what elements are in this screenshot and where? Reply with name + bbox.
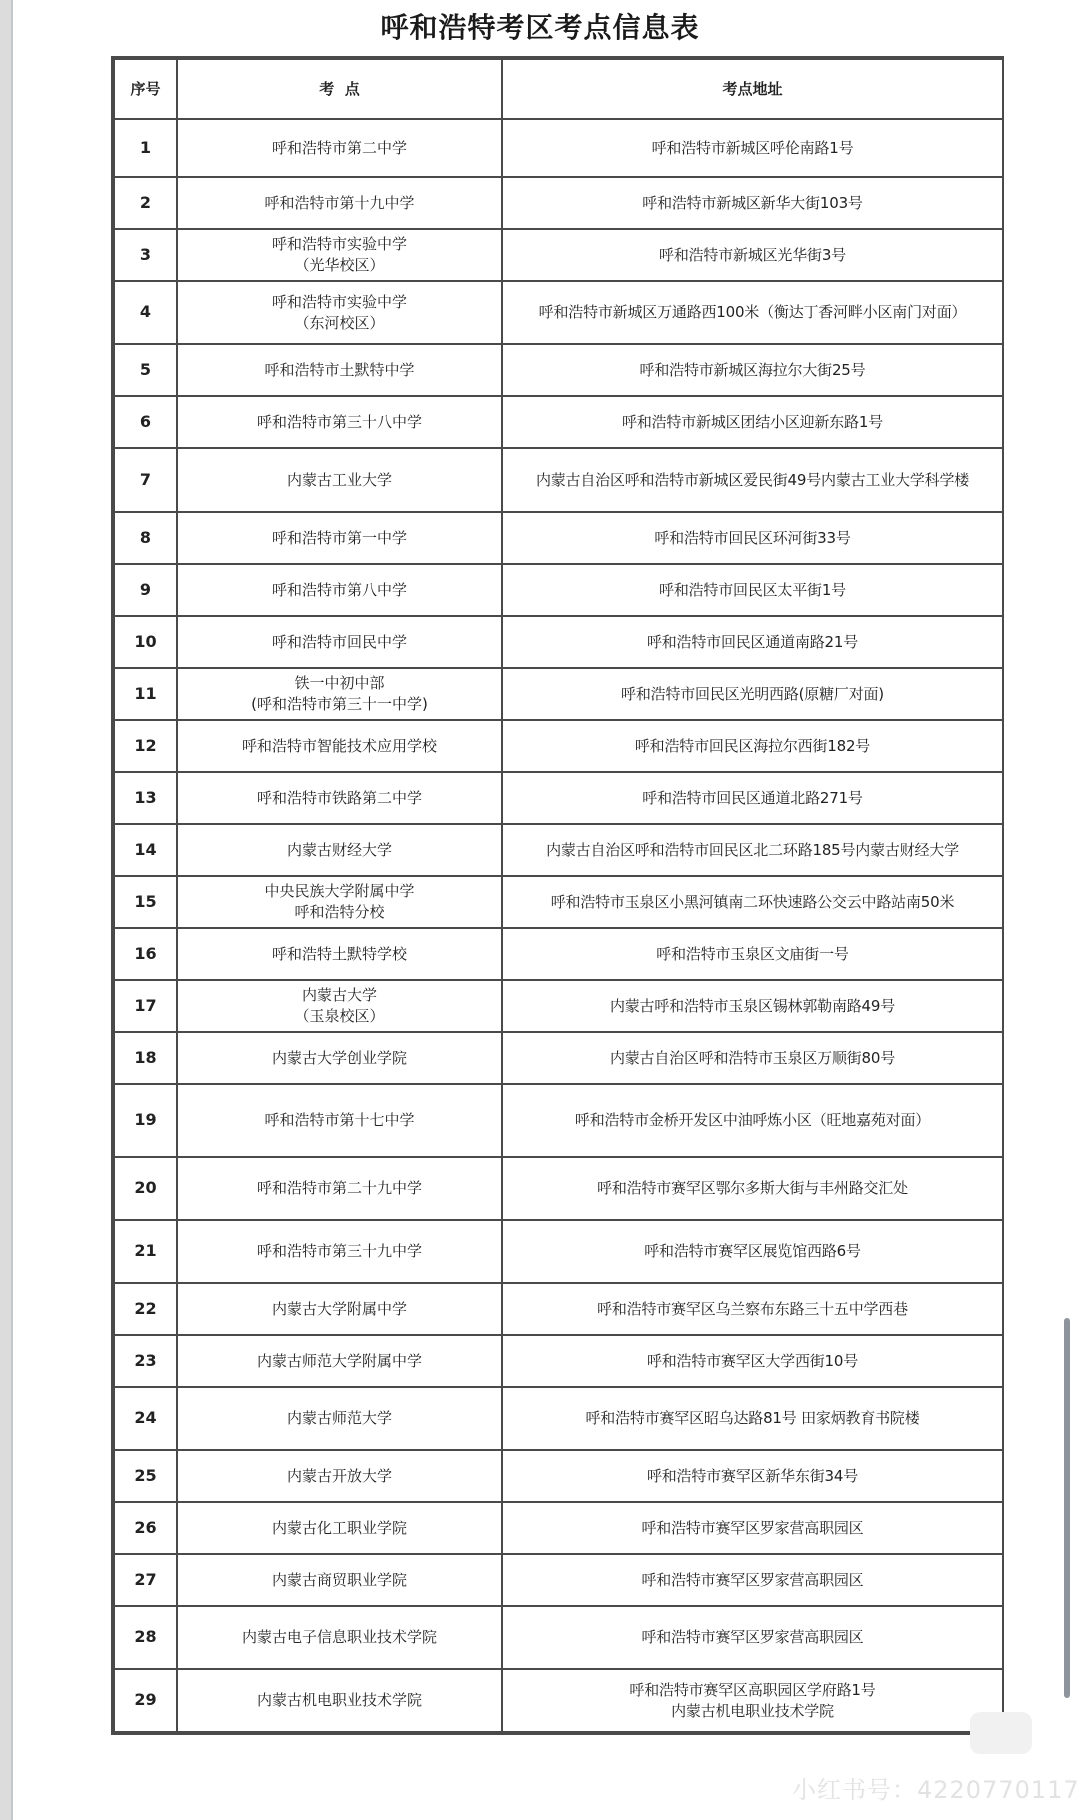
table-row bbox=[114, 177, 1003, 229]
row-number: 8 bbox=[114, 512, 177, 564]
table-row bbox=[114, 668, 1003, 720]
site-name-cell bbox=[177, 928, 502, 980]
table-row bbox=[114, 512, 1003, 564]
site-address-cell bbox=[502, 928, 1003, 980]
row-number: 18 bbox=[114, 1032, 177, 1084]
site-address-cell bbox=[502, 668, 1003, 720]
site-address: 呼和浩特市赛罕区大学西街10号 bbox=[646, 1351, 859, 1370]
site-address-cell bbox=[502, 396, 1003, 448]
row-number: 13 bbox=[114, 772, 177, 824]
site-name: 呼和浩特市第三十九中学 bbox=[256, 1242, 422, 1260]
site-name: (呼和浩特市第三十一中学) bbox=[251, 695, 428, 713]
site-name-cell bbox=[177, 720, 502, 772]
table-row bbox=[114, 1335, 1003, 1387]
row-number: 10 bbox=[114, 616, 177, 668]
site-name: 内蒙古商贸职业学院 bbox=[271, 1570, 407, 1589]
site-name-cell bbox=[177, 229, 502, 281]
site-address-cell bbox=[502, 119, 1003, 177]
site-name-cell bbox=[177, 980, 502, 1032]
site-address: 呼和浩特市赛罕区鄂尔多斯大街与丰州路交汇处 bbox=[597, 1179, 908, 1197]
site-address: 呼和浩特市新城区光华街3号 bbox=[659, 245, 846, 264]
site-name: 内蒙古大学附属中学 bbox=[271, 1299, 407, 1318]
site-name-cell bbox=[177, 668, 502, 720]
site-name-cell bbox=[177, 1220, 502, 1283]
row-number: 1 bbox=[114, 119, 177, 177]
table-row bbox=[114, 119, 1003, 177]
site-address: 呼和浩特市赛罕区展览馆西路6号 bbox=[644, 1242, 861, 1260]
table-row bbox=[114, 229, 1003, 281]
site-address-cell bbox=[502, 281, 1003, 344]
site-address-cell bbox=[502, 177, 1003, 229]
watermark-text: 小红书号：4220770117 bbox=[792, 1776, 1080, 1804]
row-number: 21 bbox=[114, 1220, 177, 1283]
site-address: 内蒙古自治区呼和浩特市回民区北二环路185号内蒙古财经大学 bbox=[546, 840, 959, 859]
site-name-cell bbox=[177, 1554, 502, 1606]
site-name-cell bbox=[177, 1157, 502, 1220]
row-number: 12 bbox=[114, 720, 177, 772]
site-name-cell bbox=[177, 119, 502, 177]
table-row bbox=[114, 281, 1003, 344]
site-address: 呼和浩特市新城区海拉尔大街25号 bbox=[639, 360, 866, 379]
site-address: 呼和浩特市赛罕区高职园区学府路1号 bbox=[629, 1680, 876, 1699]
page-title: 呼和浩特考区考点信息表 bbox=[380, 11, 700, 44]
site-address: 呼和浩特市玉泉区文庙街一号 bbox=[656, 944, 849, 963]
site-address: 呼和浩特市金桥开发区中油呼炼小区（旺地嘉苑对面） bbox=[574, 1111, 931, 1129]
table-row bbox=[114, 928, 1003, 980]
site-name-cell bbox=[177, 1387, 502, 1450]
site-name: 呼和浩特市第三十八中学 bbox=[256, 412, 422, 431]
row-number: 3 bbox=[114, 229, 177, 281]
site-address-cell bbox=[502, 824, 1003, 876]
site-name: 内蒙古电子信息职业技术学院 bbox=[241, 1628, 437, 1646]
site-address: 呼和浩特市回民区通道北路271号 bbox=[642, 788, 863, 807]
site-address: 呼和浩特市回民区通道南路21号 bbox=[646, 632, 859, 651]
site-name: 呼和浩特市土默特中学 bbox=[264, 360, 415, 379]
site-name-cell bbox=[177, 344, 502, 396]
row-number: 9 bbox=[114, 564, 177, 616]
site-name-cell bbox=[177, 876, 502, 928]
site-address: 呼和浩特市赛罕区乌兰察布东路三十五中学西巷 bbox=[597, 1299, 908, 1318]
table-row bbox=[114, 1387, 1003, 1450]
row-number: 6 bbox=[114, 396, 177, 448]
site-name-cell bbox=[177, 1669, 502, 1732]
table-row bbox=[114, 1450, 1003, 1502]
site-address-cell bbox=[502, 512, 1003, 564]
site-name: 内蒙古开放大学 bbox=[286, 1466, 392, 1485]
row-number: 16 bbox=[114, 928, 177, 980]
site-name: 呼和浩特市实验中学 bbox=[271, 235, 407, 253]
site-name: 内蒙古师范大学附属中学 bbox=[256, 1351, 422, 1370]
table-row bbox=[114, 616, 1003, 668]
exam-sites-table bbox=[111, 56, 1004, 1735]
site-address-cell bbox=[502, 1554, 1003, 1606]
table-row bbox=[114, 772, 1003, 824]
header-site: 考 点 bbox=[177, 59, 502, 119]
row-number: 4 bbox=[114, 281, 177, 344]
site-address: 呼和浩特市回民区光明西路(原糖厂对面) bbox=[621, 684, 884, 703]
row-number: 19 bbox=[114, 1084, 177, 1157]
header-address: 考点地址 bbox=[502, 59, 1003, 119]
site-address-cell bbox=[502, 1387, 1003, 1450]
site-address: 呼和浩特市新城区团结小区迎新东路1号 bbox=[622, 412, 883, 431]
row-number: 23 bbox=[114, 1335, 177, 1387]
site-address-cell bbox=[502, 1669, 1003, 1732]
site-address: 呼和浩特市新城区呼伦南路1号 bbox=[651, 138, 854, 157]
site-address-cell bbox=[502, 1220, 1003, 1283]
site-name-cell bbox=[177, 1450, 502, 1502]
site-name-cell bbox=[177, 1084, 502, 1157]
site-address: 呼和浩特市玉泉区小黑河镇南二环快速路公交云中路站南50米 bbox=[550, 892, 955, 911]
site-address-cell bbox=[502, 344, 1003, 396]
site-name-cell bbox=[177, 824, 502, 876]
site-address-cell bbox=[502, 564, 1003, 616]
site-name-cell bbox=[177, 281, 502, 344]
row-number: 24 bbox=[114, 1387, 177, 1450]
site-address: 内蒙古自治区呼和浩特市玉泉区万顺街80号 bbox=[609, 1048, 896, 1067]
site-address-cell bbox=[502, 772, 1003, 824]
site-address-cell bbox=[502, 1032, 1003, 1084]
site-name: 呼和浩特市第十九中学 bbox=[264, 193, 415, 212]
site-address-cell bbox=[502, 1335, 1003, 1387]
site-name: （东河校区） bbox=[294, 313, 385, 332]
table-row bbox=[114, 1502, 1003, 1554]
table-body bbox=[114, 119, 1003, 1732]
table-row bbox=[114, 1157, 1003, 1220]
row-number: 7 bbox=[114, 448, 177, 512]
site-name: 内蒙古机电职业技术学院 bbox=[256, 1691, 422, 1709]
table-row bbox=[114, 344, 1003, 396]
site-name: 呼和浩特分校 bbox=[294, 903, 385, 921]
site-name: 呼和浩特市第二中学 bbox=[271, 138, 407, 157]
site-name: 呼和浩特市智能技术应用学校 bbox=[241, 736, 437, 755]
left-window-edge bbox=[0, 0, 13, 1820]
site-address: 呼和浩特市回民区环河街33号 bbox=[654, 528, 851, 547]
table-header-row bbox=[114, 59, 1003, 119]
table-row bbox=[114, 448, 1003, 512]
table-row bbox=[114, 396, 1003, 448]
site-name-cell bbox=[177, 1606, 502, 1669]
site-address: 呼和浩特市新城区新华大街103号 bbox=[642, 193, 863, 212]
site-name-cell bbox=[177, 1283, 502, 1335]
row-number: 2 bbox=[114, 177, 177, 229]
watermark-logo bbox=[970, 1712, 1032, 1754]
row-number: 29 bbox=[114, 1669, 177, 1732]
header-no: 序号 bbox=[114, 59, 177, 119]
site-name: 呼和浩特土默特学校 bbox=[271, 944, 407, 963]
site-name: 内蒙古化工职业学院 bbox=[271, 1518, 407, 1537]
site-address-cell bbox=[502, 720, 1003, 772]
site-name-cell bbox=[177, 396, 502, 448]
vertical-scrollbar[interactable] bbox=[1064, 1318, 1070, 1698]
site-address: 呼和浩特市赛罕区罗家营高职园区 bbox=[641, 1570, 864, 1589]
table-row bbox=[114, 1032, 1003, 1084]
site-name: 铁一中初中部 bbox=[294, 674, 385, 692]
site-name: 呼和浩特市第二十九中学 bbox=[256, 1179, 422, 1197]
table-row bbox=[114, 980, 1003, 1032]
row-number: 14 bbox=[114, 824, 177, 876]
row-number: 15 bbox=[114, 876, 177, 928]
site-address: 内蒙古呼和浩特市玉泉区锡林郭勒南路49号 bbox=[609, 996, 896, 1015]
site-address-cell bbox=[502, 229, 1003, 281]
site-name: 呼和浩特市铁路第二中学 bbox=[256, 788, 422, 807]
row-number: 17 bbox=[114, 980, 177, 1032]
site-name: 呼和浩特市回民中学 bbox=[271, 632, 407, 651]
site-address: 呼和浩特市新城区万通路西100米（衡达丁香河畔小区南门对面） bbox=[538, 303, 967, 321]
site-address: 呼和浩特市赛罕区罗家营高职园区 bbox=[641, 1628, 864, 1646]
row-number: 27 bbox=[114, 1554, 177, 1606]
site-address-cell bbox=[502, 876, 1003, 928]
row-number: 5 bbox=[114, 344, 177, 396]
site-name-cell bbox=[177, 564, 502, 616]
site-address-cell bbox=[502, 1084, 1003, 1157]
table-row bbox=[114, 1084, 1003, 1157]
site-name: （玉泉校区） bbox=[294, 1007, 385, 1025]
site-address: 呼和浩特市赛罕区新华东街34号 bbox=[646, 1466, 859, 1485]
site-name-cell bbox=[177, 512, 502, 564]
table-row bbox=[114, 1220, 1003, 1283]
row-number: 25 bbox=[114, 1450, 177, 1502]
row-number: 20 bbox=[114, 1157, 177, 1220]
site-name: 内蒙古大学 bbox=[301, 986, 377, 1004]
site-name: 内蒙古工业大学 bbox=[286, 470, 392, 489]
table-row bbox=[114, 720, 1003, 772]
table-row bbox=[114, 1283, 1003, 1335]
table-row bbox=[114, 564, 1003, 616]
site-name-cell bbox=[177, 177, 502, 229]
site-address: 呼和浩特市赛罕区罗家营高职园区 bbox=[641, 1518, 864, 1537]
site-name-cell bbox=[177, 448, 502, 512]
site-address: 内蒙古自治区呼和浩特市新城区爱民街49号内蒙古工业大学科学楼 bbox=[535, 470, 970, 489]
site-address-cell bbox=[502, 1283, 1003, 1335]
site-name: 内蒙古财经大学 bbox=[286, 840, 392, 859]
site-name: 呼和浩特市第十七中学 bbox=[264, 1111, 415, 1129]
site-address-cell bbox=[502, 1450, 1003, 1502]
site-address-cell bbox=[502, 616, 1003, 668]
site-name: 中央民族大学附属中学 bbox=[264, 882, 415, 900]
site-address-cell bbox=[502, 980, 1003, 1032]
site-address: 内蒙古机电职业技术学院 bbox=[671, 1701, 834, 1720]
table-row bbox=[114, 824, 1003, 876]
site-name-cell bbox=[177, 1032, 502, 1084]
site-name-cell bbox=[177, 1335, 502, 1387]
site-name: （光华校区） bbox=[294, 256, 385, 274]
table-row bbox=[114, 876, 1003, 928]
site-address-cell bbox=[502, 1502, 1003, 1554]
site-address-cell bbox=[502, 1157, 1003, 1220]
site-address: 呼和浩特市回民区海拉尔西街182号 bbox=[634, 736, 871, 755]
site-address: 呼和浩特市赛罕区昭乌达路81号 田家炳教育书院楼 bbox=[585, 1409, 920, 1427]
site-address-cell bbox=[502, 448, 1003, 512]
site-address-cell bbox=[502, 1606, 1003, 1669]
row-number: 28 bbox=[114, 1606, 177, 1669]
site-name-cell bbox=[177, 1502, 502, 1554]
row-number: 22 bbox=[114, 1283, 177, 1335]
row-number: 26 bbox=[114, 1502, 177, 1554]
table-row bbox=[114, 1606, 1003, 1669]
site-name-cell bbox=[177, 772, 502, 824]
site-address: 呼和浩特市回民区太平街1号 bbox=[659, 580, 846, 599]
site-name: 呼和浩特市第一中学 bbox=[271, 528, 407, 547]
table-row bbox=[114, 1554, 1003, 1606]
table-row bbox=[114, 1669, 1003, 1732]
row-number: 11 bbox=[114, 668, 177, 720]
site-name: 内蒙古大学创业学院 bbox=[271, 1048, 407, 1067]
site-name: 内蒙古师范大学 bbox=[286, 1409, 392, 1427]
site-name-cell bbox=[177, 616, 502, 668]
site-name: 呼和浩特市第八中学 bbox=[271, 580, 407, 599]
site-name: 呼和浩特市实验中学 bbox=[271, 292, 407, 311]
